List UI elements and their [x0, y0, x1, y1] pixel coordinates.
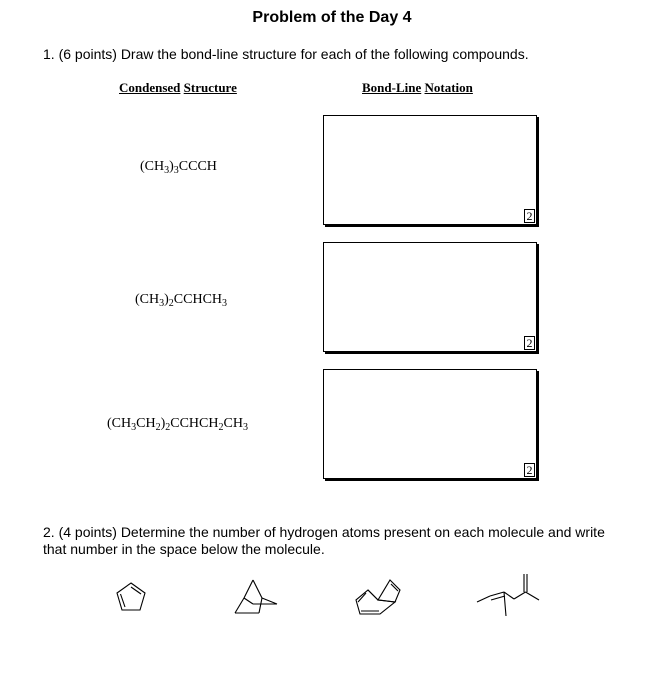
bond-line-notation-header: Bond-Line Notation: [362, 80, 473, 95]
compound-formula-3: $(CH_3CH_2)_2CCHCH_2CH_3$: [107, 416, 248, 433]
norbornane-molecule: [232, 576, 280, 618]
branched-diene-molecule: [474, 572, 542, 620]
compound-formula-2: $(CH_3)_2CCHCH_3$: [135, 292, 228, 309]
question-1-text: 1. (6 points) Draw the bond-line structure for each of the following compounds.: [43, 46, 529, 62]
points-badge: 2: [524, 336, 535, 350]
answer-box-2[interactable]: [323, 242, 537, 352]
compound-formula-1: $(CH_3)_3CCCH$: [140, 159, 217, 176]
answer-box-3[interactable]: [323, 369, 537, 479]
points-badge: 2: [524, 463, 535, 477]
question-2-text: 2. (4 points) Determine the number of hydrogen atoms present on each molecule and write that number in the space below the molecule.: [43, 524, 605, 557]
condensed-structure-header: Condensed Structure: [119, 80, 237, 95]
points-badge: 2: [524, 209, 535, 223]
page-title: Problem of the Day 4: [252, 9, 412, 26]
cyclopentadiene-molecule: [113, 580, 149, 614]
pentalene-molecule: [352, 576, 404, 618]
answer-box-1[interactable]: [323, 115, 537, 225]
